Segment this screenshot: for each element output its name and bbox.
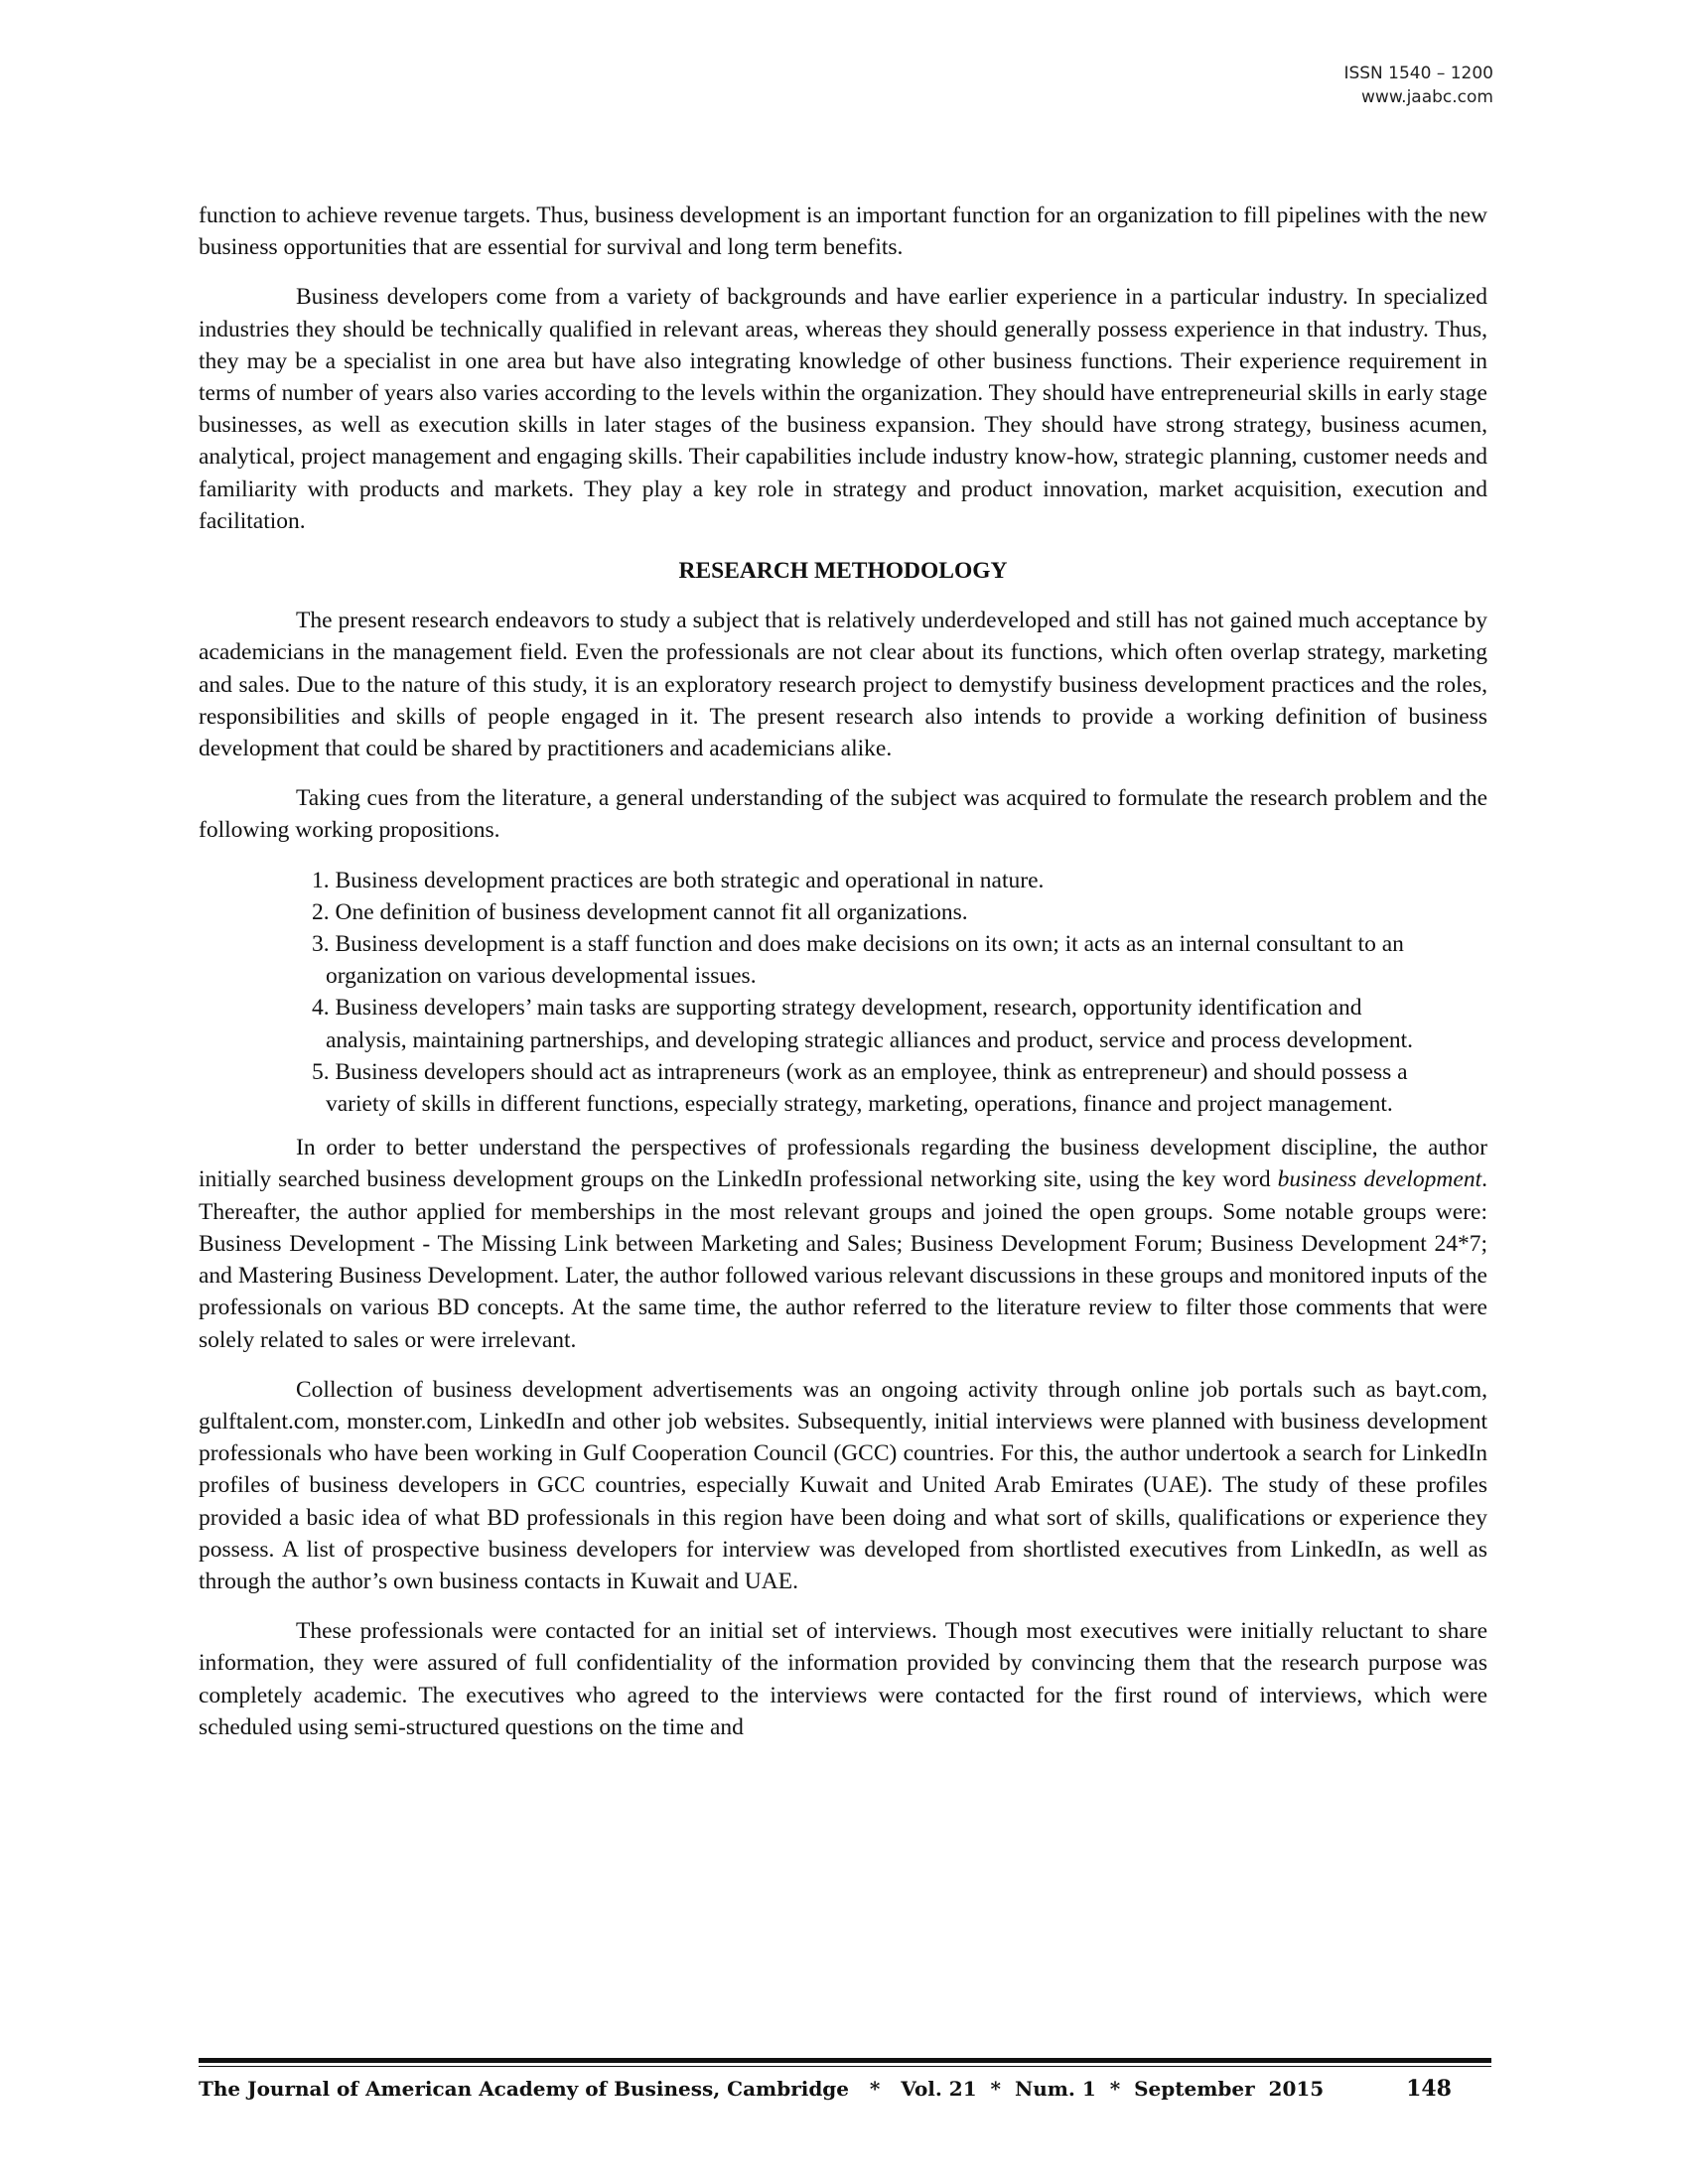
propositions-list (199, 865, 1487, 1121)
list-item-text: Business developers’ main tasks are supporting strategy development, research, opportunity identification and analysis, maintaining partnerships, and developing strategic alliances and product, service and process development. (326, 995, 1414, 1053)
footer-rule-thick (199, 2058, 1491, 2063)
list-number: 4. (312, 995, 330, 1022)
emphasized-keyword: business development (1277, 1166, 1482, 1193)
journal-citation: The Journal of American Academy of Business, Cambridge * Vol. 21 * Num. 1 * September 2015 (199, 2077, 1325, 2101)
page-number: 148 (1406, 2076, 1452, 2102)
list-item (199, 992, 1418, 1055)
list-number: 3. (312, 931, 330, 958)
list-item-text: One definition of business development cannot fit all organizations. (335, 898, 968, 925)
paragraph-text: In order to better understand the perspectives of professionals regarding the business development discipline, the author initially searched business development groups on the LinkedIn professional networking site, using the key word (199, 1135, 1487, 1193)
footer-divider (199, 2058, 1491, 2067)
footer-rule-thin (199, 2066, 1491, 2067)
paragraph: Business developers come from a variety of backgrounds and have earlier experience in a particular industry. In specialized industries they should be technically qualified in relevant areas, whereas they should generally possess experience in that industry. Thus, they may be a specialist in one area but have also integrating knowledge of other business functions. Their experience requirement in terms of number of years also varies according to the levels within the organization. They should have entrepreneurial skills in early stage businesses, as well as execution skills in later stages of the business expansion. They should have strong strategy, business acumen, analytical, project management and engaging skills. Their capabilities include industry know-how, strategic planning, customer needs and familiarity with products and markets. They play a key role in strategy and product innovation, market acquisition, execution and facilitation. (199, 284, 1487, 534)
paragraph: Collection of business development advertisements was an ongoing activity through online job portals such as bayt.com, gulftalent.com, monster.com, LinkedIn and other job websites. Subsequently, initial interviews were planned with business development professionals who have been working in Gulf Cooperation Council (GCC) countries. For this, the author undertook a search for LinkedIn profiles of business developers in GCC countries, especially Kuwait and United Arab Emirates (UAE). The study of these profiles provided a basic idea of what BD professionals in this region have been doing and what sort of skills, qualifications or experience they possess. A list of prospective business developers for interview was developed from shortlisted executives from LinkedIn, as well as through the author’s own business contacts in Kuwait and UAE. (199, 1376, 1487, 1594)
journal-website: www.jaabc.com (1361, 87, 1493, 107)
body-text (199, 200, 1487, 1761)
list-item-text: Business development is a staff function and does make decisions on its own; it acts as an internal consultant to an organization on various developmental issues. (326, 931, 1404, 990)
list-number: 5. (312, 1058, 330, 1085)
running-header (1343, 62, 1493, 109)
paragraph: function to achieve revenue targets. Thus, business development is an important function for an organization to fill pipelines with the new business opportunities that are essential for survival and long term benefits. (199, 203, 1487, 261)
paragraph: These professionals were contacted for an initial set of interviews. Though most executives were initially reluctant to share information, they were assured of full confidentiality of the information provided by convincing them that the research purpose was completely academic. The executives who agreed to the interviews were contacted for the first round of interviews, which were scheduled using semi-structured questions on the time and (199, 1618, 1487, 1740)
section-heading: RESEARCH METHODOLOGY (678, 558, 1008, 585)
list-item-text: Business development practices are both strategic and operational in nature. (335, 867, 1045, 893)
list-item-text: Business developers should act as intrapreneurs (work as an employee, think as entrepreneur) and should possess a variety of skills in different functions, especially strategy, marketing, operations, finance and project management. (326, 1058, 1408, 1118)
list-item (199, 1056, 1418, 1120)
paragraph: The present research endeavors to study a subject that is relatively underdeveloped and still has not gained much acceptance by academicians in the management field. Even the professionals are not clear about its functions, which often overlap strategy, marketing and sales. Due to the nature of this study, it is an exploratory research project to demystify business development practices and the roles, responsibilities and skills of people engaged in it. The present research also intends to provide a working definition of business development that could be shared by practitioners and academicians alike. (199, 608, 1487, 762)
list-number: 2. (312, 898, 330, 925)
paragraph (199, 1132, 1487, 1355)
list-number: 1. (312, 867, 330, 893)
paragraph-text: . Thereafter, the author applied for memberships in the most relevant groups and joined the open groups. Some notable groups were: Business Development - The Missing Link between Marketing and Sales; Business Development Forum; Business Development 24*7; and Mastering Business Development. Later, the author followed various relevant discussions in these groups and monitored inputs of the professionals on various BD concepts. At the same time, the author referred to the literature review to filter those comments that were solely related to sales or were irrelevant. (199, 1166, 1487, 1353)
paragraph: Taking cues from the literature, a general understanding of the subject was acquired to formulate the research problem and the following working propositions. (199, 785, 1487, 844)
list-item (199, 896, 1418, 928)
list-item (199, 865, 1418, 896)
issn-label: ISSN 1540 – 1200 (1343, 64, 1493, 83)
list-item (199, 928, 1418, 992)
